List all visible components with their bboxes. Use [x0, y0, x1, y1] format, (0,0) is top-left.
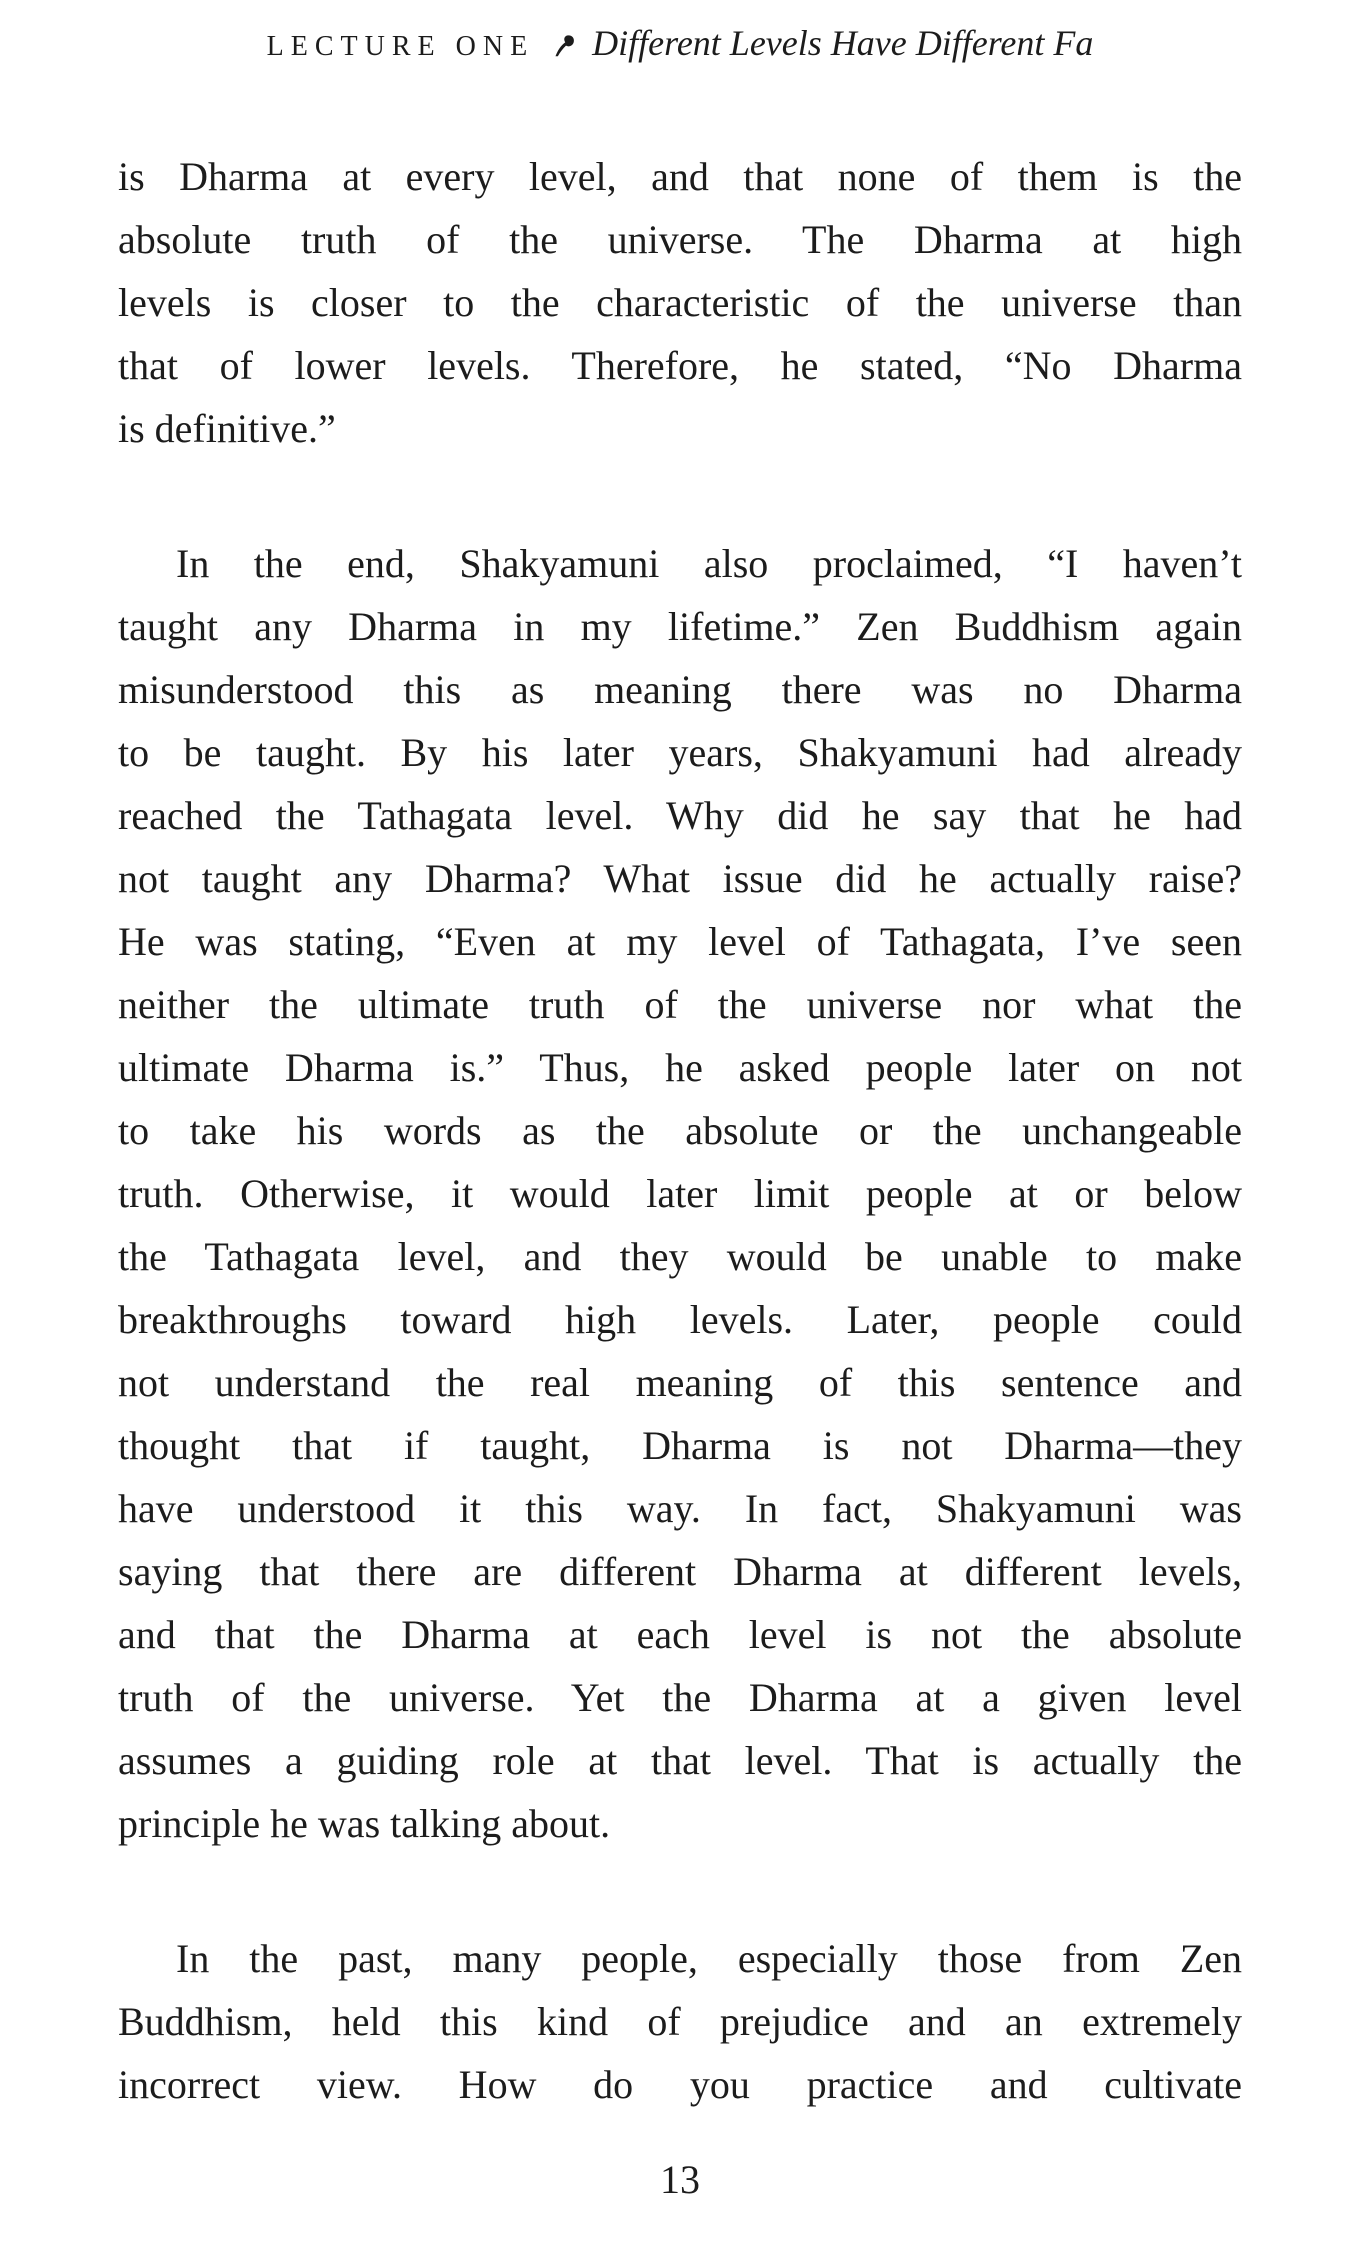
paragraph — [118, 1927, 1242, 2116]
text-line: principle he was talking about. — [118, 1801, 611, 1846]
text-line: that of lower levels. Therefore, he stated, “No Dharma — [118, 343, 1242, 388]
text-line: truth. Otherwise, it would later limit people at or below — [118, 1171, 1242, 1216]
text-line: not taught any Dharma? What issue did he actually raise? — [118, 856, 1242, 901]
body-text — [118, 145, 1242, 2116]
text-line: misunderstood this as meaning there was no Dharma — [118, 667, 1242, 712]
text-line: He was stating, “Even at my level of Tathagata, I’ve seen — [118, 919, 1242, 964]
text-line: thought that if taught, Dharma is not Dharma—they — [118, 1423, 1242, 1468]
text-line: breakthroughs toward high levels. Later, people could — [118, 1297, 1242, 1342]
running-head-title: Different Levels Have Different Fa — [592, 23, 1094, 63]
text-line: taught any Dharma in my lifetime.” Zen Buddhism again — [118, 604, 1242, 649]
text-line: to take his words as the absolute or the unchangeable — [118, 1108, 1242, 1153]
text-line: is definitive.” — [118, 406, 336, 451]
text-line: the Tathagata level, and they would be unable to make — [118, 1234, 1242, 1279]
text-line: not understand the real meaning of this sentence and — [118, 1360, 1242, 1405]
text-line: In the past, many people, especially those from Zen — [176, 1936, 1242, 1981]
text-line: and that the Dharma at each level is not the absolute — [118, 1612, 1242, 1657]
text-line: assumes a guiding role at that level. That is actually the — [118, 1738, 1242, 1783]
text-line: ultimate Dharma is.” Thus, he asked people later on not — [118, 1045, 1242, 1090]
running-head — [0, 22, 1360, 64]
running-head-section: LECTURE ONE — [266, 31, 535, 62]
text-line: to be taught. By his later years, Shakyamuni had already — [118, 730, 1242, 775]
text-line: reached the Tathagata level. Why did he say that he had — [118, 793, 1242, 838]
text-line: Buddhism, held this kind of prejudice and an extremely — [118, 1999, 1242, 2044]
paragraph — [118, 145, 1242, 460]
text-line: is Dharma at every level, and that none of them is the — [118, 154, 1242, 199]
text-line: absolute truth of the universe. The Dharma at high — [118, 217, 1242, 262]
text-line: In the end, Shakyamuni also proclaimed, “I haven’t — [176, 541, 1242, 586]
paragraph — [118, 532, 1242, 1855]
page-number: 13 — [660, 2157, 700, 2202]
text-line: truth of the universe. Yet the Dharma at a given level — [118, 1675, 1242, 1720]
text-line: saying that there are different Dharma at different levels, — [118, 1549, 1242, 1594]
text-line: neither the ultimate truth of the universe nor what the — [118, 982, 1242, 1027]
text-line: have understood it this way. In fact, Shakyamuni was — [118, 1486, 1242, 1531]
leaf-ornament-icon — [552, 33, 578, 59]
text-line: incorrect view. How do you practice and cultivate — [118, 2062, 1242, 2107]
text-line: levels is closer to the characteristic of the universe than — [118, 280, 1242, 325]
